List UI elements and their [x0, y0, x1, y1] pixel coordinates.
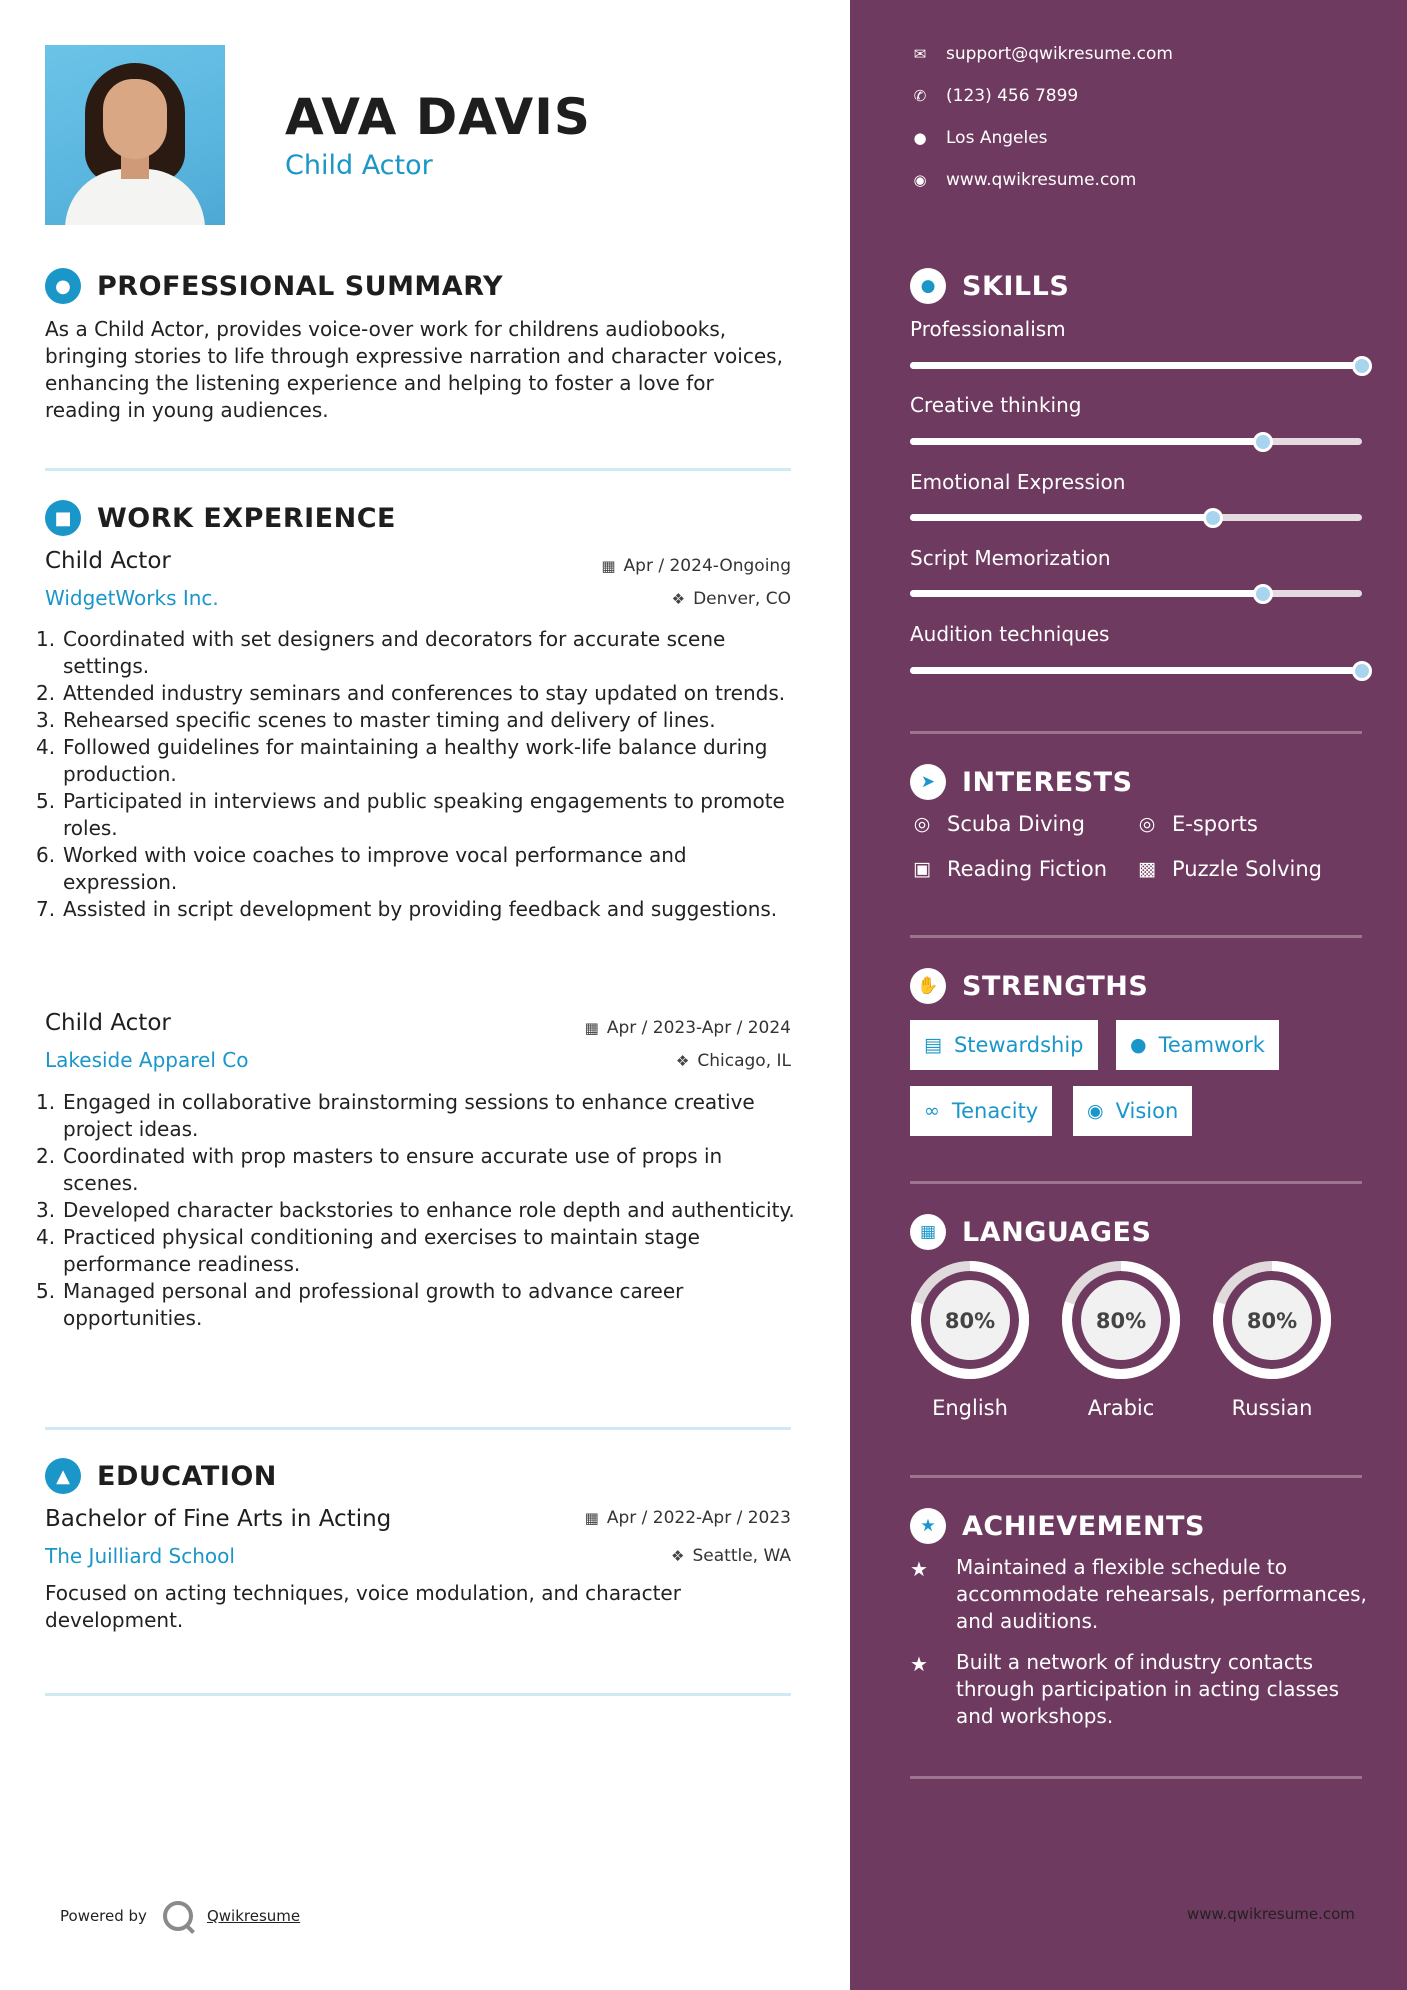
language-item: [910, 1260, 1030, 1420]
school-name: The Juilliard School: [45, 1544, 235, 1568]
job-date-text: Apr / 2024-Ongoing: [623, 556, 791, 576]
section-divider: [45, 1427, 791, 1430]
job-title: Child Actor: [45, 1010, 171, 1036]
lightbulb-icon: ●: [910, 268, 946, 304]
shooting-star-icon: ★: [910, 1557, 928, 1581]
list-item: 6. Worked with voice coaches to improve vocal performance and expression.: [36, 843, 687, 894]
skill-label: Professionalism: [910, 317, 1066, 341]
strength-tag: ▤ Stewardship: [910, 1020, 1098, 1070]
list-item: 5. Participated in interviews and public speaking engagements to promote roles.: [36, 789, 785, 840]
graduation-cap-icon: ▲: [45, 1458, 81, 1494]
language-item: [1061, 1260, 1181, 1420]
location-text: Los Angeles: [946, 128, 1048, 148]
education-location-text: Seattle, WA: [692, 1546, 791, 1566]
powered-by-label: Powered by: [60, 1907, 147, 1925]
job-bullets: [36, 1089, 796, 1332]
skill-label: Emotional Expression: [910, 470, 1126, 494]
skill-knob: [1352, 661, 1372, 681]
degree-title: Bachelor of Fine Arts in Acting: [45, 1506, 392, 1532]
job-location: [676, 1051, 791, 1071]
section-divider: [910, 935, 1362, 938]
footer-website[interactable]: www.qwikresume.com: [1187, 1905, 1355, 1923]
envelope-icon: ✉: [913, 45, 927, 63]
contact-website[interactable]: [910, 170, 1136, 190]
qwikresume-link[interactable]: Qwikresume: [206, 1907, 301, 1925]
profile-photo: [45, 45, 225, 225]
job-location: [672, 589, 791, 609]
language-icon: ▦: [910, 1214, 946, 1250]
job-location-text: Denver, CO: [693, 589, 791, 609]
website-text: www.qwikresume.com: [946, 170, 1137, 190]
job-date-text: Apr / 2023-Apr / 2024: [606, 1018, 791, 1038]
strengths-heading: [910, 968, 1148, 1004]
skill-knob: [1203, 508, 1223, 528]
education-title: EDUCATION: [97, 1460, 277, 1492]
interests-heading: [910, 764, 1133, 800]
interests-title: INTERESTS: [962, 766, 1133, 798]
experience-title: WORK EXPERIENCE: [97, 502, 396, 534]
skill-bar: [910, 667, 1362, 674]
education-date-text: Apr / 2022-Apr / 2023: [606, 1508, 791, 1528]
language-name: English: [932, 1396, 1008, 1420]
summary-title: PROFESSIONAL SUMMARY: [97, 270, 504, 302]
job-location-text: Chicago, IL: [697, 1051, 791, 1071]
briefcase-icon: ▤: [924, 1034, 942, 1056]
calendar-icon: ▦: [584, 1019, 599, 1037]
fist-icon: ✋: [910, 968, 946, 1004]
skill-bar: [910, 590, 1362, 597]
contact-phone[interactable]: [910, 86, 1078, 106]
education-location: [671, 1546, 791, 1566]
powered-by: [60, 1901, 300, 1931]
job-date: [601, 556, 791, 576]
list-item: 1. Coordinated with set designers and decorators for accurate scene settings.: [36, 627, 726, 678]
pin-icon: ❖: [671, 590, 686, 608]
achievement-item: ★ Maintained a flexible schedule to accommodate rehearsals, performances, and auditions.: [910, 1555, 1367, 1633]
strength-tag: ◉ Vision: [1073, 1086, 1192, 1136]
calendar-icon: ▦: [601, 557, 616, 575]
skill-knob: [1352, 356, 1372, 376]
job-company: Lakeside Apparel Co: [45, 1048, 249, 1072]
skill-knob: [1253, 432, 1273, 452]
education-text: Focused on acting techniques, voice modulation, and character development.: [45, 1581, 681, 1632]
skill-knob: [1253, 584, 1273, 604]
list-item: 1. Engaged in collaborative brainstorming sessions to enhance creative project ideas.: [36, 1090, 755, 1141]
skills-title: SKILLS: [962, 270, 1070, 302]
section-divider: [910, 1181, 1362, 1184]
user-icon: ●: [45, 268, 81, 304]
section-divider: [910, 1475, 1362, 1478]
job-title: Child Actor: [45, 548, 171, 574]
language-name: Russian: [1231, 1396, 1313, 1420]
pin-icon: ❖: [671, 1547, 685, 1565]
candidate-role: Child Actor: [285, 150, 433, 181]
achievement-item: ★ Built a network of industry contacts through participation in acting classes and workshops.: [910, 1650, 1340, 1728]
summary-text: As a Child Actor, provides voice-over work for childrens audiobooks, bringing stories to life through expressive narration and character voices, enhancing the listening experience and helping to foster a love for reading in young audiences.: [45, 317, 783, 422]
book-icon: ▩: [1138, 858, 1156, 880]
skill-bar: [910, 514, 1362, 521]
list-item: 7. Assisted in script development by providing feedback and suggestions.: [36, 897, 778, 921]
list-item: 4. Followed guidelines for maintaining a healthy work-life balance during production.: [36, 735, 768, 786]
candidate-name: AVA DAVIS: [285, 88, 591, 146]
education-heading: [45, 1458, 277, 1494]
map-pin-icon: ●: [913, 129, 927, 147]
contact-location: [910, 128, 1048, 148]
section-divider: [45, 468, 791, 471]
skill-label: Audition techniques: [910, 622, 1110, 646]
language-percent: 80%: [944, 1309, 996, 1333]
interest-item: ◎ E-sports: [1135, 812, 1258, 836]
paper-plane-icon: ➤: [910, 764, 946, 800]
job-date: [585, 1018, 791, 1038]
skill-label: Creative thinking: [910, 393, 1082, 417]
experience-heading: [45, 500, 396, 536]
sidebar: [850, 0, 1407, 1990]
list-item: 2. Attended industry seminars and conferences to stay updated on trends.: [36, 681, 786, 705]
language-percent: 80%: [1095, 1309, 1147, 1333]
shooting-star-icon: ★: [910, 1652, 928, 1676]
languages-title: LANGUAGES: [962, 1216, 1152, 1248]
list-item: 3. Rehearsed specific scenes to master timing and delivery of lines.: [36, 708, 716, 732]
achievements-heading: [910, 1508, 1205, 1544]
skill-bar: [910, 438, 1362, 445]
skills-heading: [910, 268, 1069, 304]
gamepad-icon: ▣: [913, 858, 931, 880]
list-item: 3. Developed character backstories to enhance role depth and authenticity.: [36, 1198, 795, 1222]
section-divider: [910, 1776, 1362, 1779]
strength-tag: ● Teamwork: [1116, 1020, 1279, 1070]
contact-email[interactable]: [910, 44, 1173, 64]
skill-bar: [910, 362, 1362, 369]
email-text: support@qwikresume.com: [946, 44, 1173, 64]
chair-icon: ■: [45, 500, 81, 536]
interest-item: ◎ Scuba Diving: [910, 812, 1085, 836]
strengths-title: STRENGTHS: [962, 970, 1149, 1002]
star-badge-icon: ★: [910, 1508, 946, 1544]
achievements-title: ACHIEVEMENTS: [962, 1510, 1205, 1542]
strength-tag: ∞ Tenacity: [910, 1086, 1052, 1136]
binoculars-icon: ◉: [1087, 1100, 1104, 1122]
summary-heading: [45, 268, 503, 304]
list-item: 4. Practiced physical conditioning and exercises to maintain stage performance readiness.: [36, 1225, 700, 1276]
language-name: Arabic: [1087, 1396, 1155, 1420]
users-icon: ●: [1130, 1034, 1147, 1056]
interest-item: ▩ Puzzle Solving: [1135, 857, 1322, 881]
language-ring: [910, 1260, 1030, 1380]
interest-item: ▣ Reading Fiction: [910, 857, 1107, 881]
section-divider: [910, 731, 1362, 734]
language-item: [1212, 1260, 1332, 1420]
skill-label: Script Memorization: [910, 546, 1111, 570]
link-icon: ∞: [924, 1100, 940, 1122]
calendar-icon: ▦: [584, 1509, 599, 1527]
section-divider: [45, 1693, 791, 1696]
qwikresume-logo-icon: [163, 1901, 193, 1931]
lifebuoy-icon: ◎: [913, 813, 931, 835]
phone-icon: ✆: [913, 87, 927, 105]
globe-icon: ◉: [913, 171, 927, 189]
job-bullets: [36, 626, 796, 923]
list-item: 2. Coordinated with prop masters to ensure accurate use of props in scenes.: [36, 1144, 723, 1195]
phone-text: (123) 456 7899: [946, 86, 1079, 106]
language-percent: 80%: [1246, 1309, 1298, 1333]
language-ring: [1061, 1260, 1181, 1380]
list-item: 5. Managed personal and professional growth to advance career opportunities.: [36, 1279, 684, 1330]
pin-icon: ❖: [675, 1052, 690, 1070]
languages-heading: [910, 1214, 1151, 1250]
education-date: [585, 1508, 791, 1528]
language-ring: [1212, 1260, 1332, 1380]
lifebuoy-icon: ◎: [1138, 813, 1156, 835]
job-company: WidgetWorks Inc.: [45, 586, 219, 610]
